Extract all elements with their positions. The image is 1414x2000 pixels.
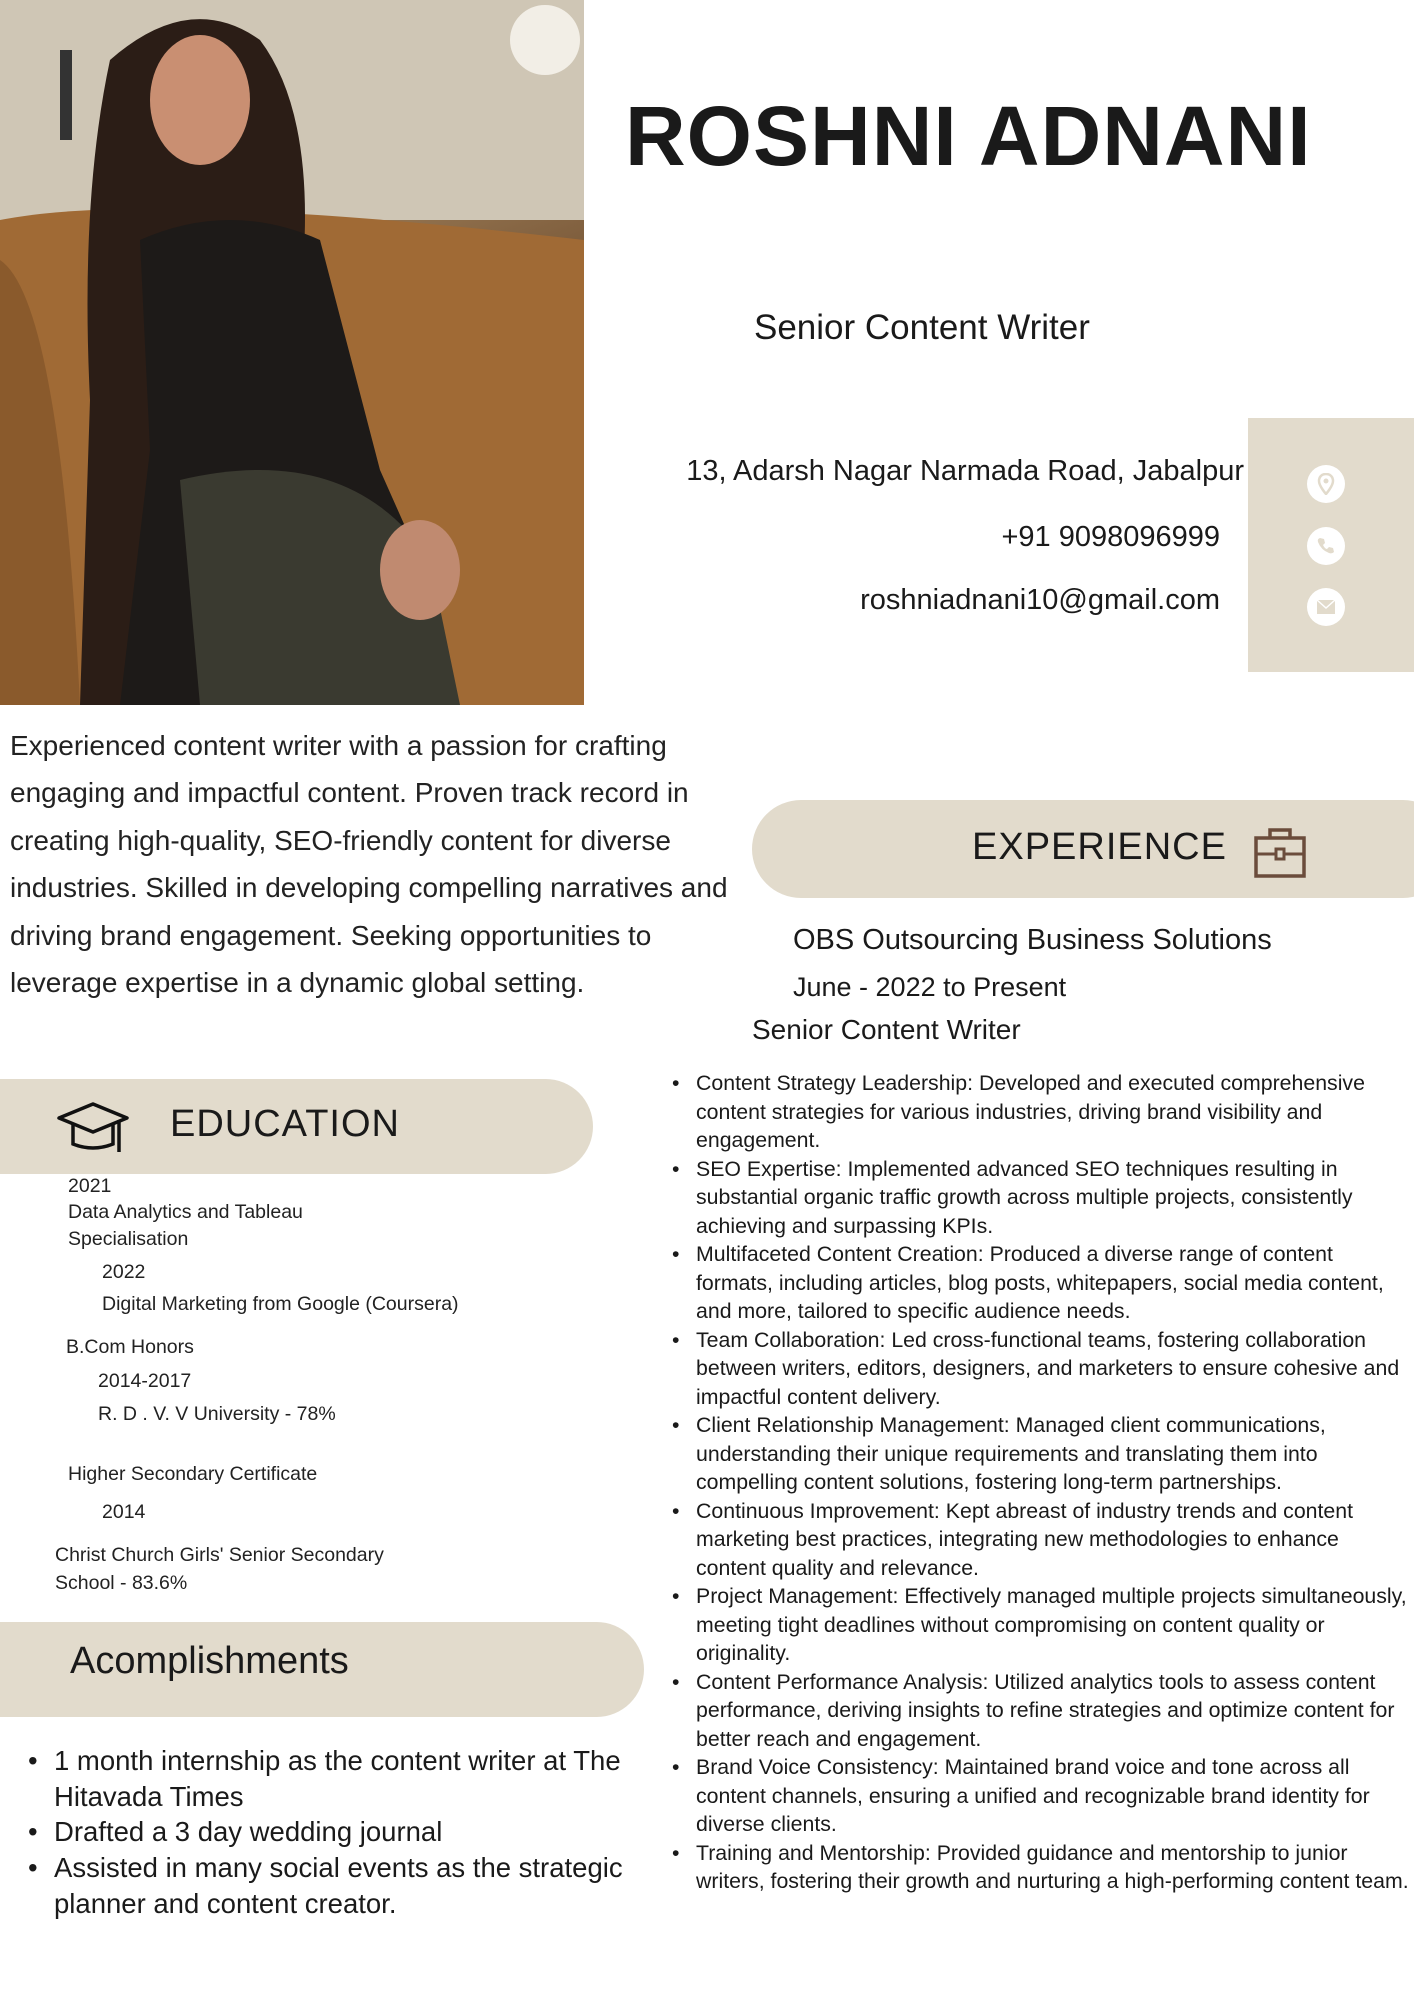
employment-dates: June - 2022 to Present <box>793 972 1067 1002</box>
list-item: • Training and Mentorship: Provided guidance and mentorship to junior writers, fostering their growth and nurturing a high-performing content team. <box>672 1839 1412 1896</box>
list-item: • Client Relationship Management: Managed client communications, understanding their unique requirements and translating them into compelling content solutions, fostering long-term partnerships. <box>672 1411 1412 1497</box>
education-year: 2014-2017 <box>98 1370 192 1392</box>
location-pin-icon <box>1307 465 1345 503</box>
accomplishments-heading: Acomplishments <box>70 1640 349 1682</box>
role-title: Senior Content Writer <box>752 1014 1021 1045</box>
education-course: Specialisation <box>68 1228 189 1250</box>
list-item: • Assisted in many social events as the strategic planner and content creator. <box>28 1850 628 1921</box>
candidate-name: ROSHNI ADNANI <box>625 89 1312 183</box>
education-year: 2014 <box>102 1501 146 1523</box>
briefcase-icon <box>1252 824 1308 885</box>
list-item: • Team Collaboration: Led cross-functional teams, fostering collaboration between writers, editors, designers, and marketers to ensure cohesive and impactful content delivery. <box>672 1326 1412 1412</box>
education-course: Digital Marketing from Google (Coursera) <box>102 1293 459 1315</box>
experience-bullet-list <box>672 1069 1412 1896</box>
education-institution: School - 83.6% <box>55 1572 188 1594</box>
phone-number[interactable]: +91 9098096999 <box>1001 521 1220 553</box>
company-name: OBS Outsourcing Business Solutions <box>793 924 1272 956</box>
education-year: 2022 <box>102 1261 146 1283</box>
profile-photo <box>0 0 584 705</box>
list-item: • Brand Voice Consistency: Maintained brand voice and tone across all content channels, ensuring a unified and recognizable brand identity for diverse clients. <box>672 1753 1412 1839</box>
list-item: • Multifaceted Content Creation: Produced a diverse range of content formats, including articles, blog posts, whitepapers, social media content, and more, tailored to specific audience needs. <box>672 1240 1412 1326</box>
experience-heading: EXPERIENCE <box>972 826 1227 868</box>
email-address[interactable]: roshniadnani10@gmail.com <box>860 584 1220 616</box>
list-item: • Content Strategy Leadership: Developed and executed comprehensive content strategies for various industries, driving brand visibility and engagement. <box>672 1069 1412 1155</box>
profile-summary: Experienced content writer with a passion for crafting engaging and impactful content. Proven track record in creating high-quality, SEO-friendly content for diverse industries. Skilled in developing compelling narratives and driving brand engagement. Seeking opportunities to leverage expertise in a dynamic global setting. <box>10 730 728 999</box>
education-degree: Higher Secondary Certificate <box>68 1463 318 1485</box>
list-item: • Project Management: Effectively managed multiple projects simultaneously, meeting tight deadlines without compromising on content quality or originality. <box>672 1582 1412 1668</box>
list-item: • 1 month internship as the content writer at The Hitavada Times <box>28 1743 628 1814</box>
education-degree: B.Com Honors <box>66 1336 194 1358</box>
phone-icon <box>1307 527 1345 565</box>
education-heading: EDUCATION <box>170 1103 400 1145</box>
accomplishments-list <box>28 1743 628 1922</box>
address: 13, Adarsh Nagar Narmada Road, Jabalpur <box>686 455 1244 487</box>
list-item: • Content Performance Analysis: Utilized analytics tools to assess content performance, deriving insights to refine strategies and optimize content for better reach and engagement. <box>672 1668 1412 1754</box>
education-course: Data Analytics and Tableau <box>68 1201 303 1223</box>
mail-icon <box>1307 588 1345 626</box>
education-institution: Christ Church Girls' Senior Secondary <box>55 1544 384 1566</box>
list-item: • SEO Expertise: Implemented advanced SEO techniques resulting in substantial organic traffic growth across multiple projects, consistently achieving and surpassing KPIs. <box>672 1155 1412 1241</box>
education-year: 2021 <box>68 1175 112 1197</box>
list-item: • Drafted a 3 day wedding journal <box>28 1814 628 1850</box>
education-institution: R. D . V. V University - 78% <box>98 1403 336 1425</box>
graduation-cap-icon <box>55 1100 131 1161</box>
list-item: • Continuous Improvement: Kept abreast of industry trends and content marketing best practices, integrating new methodologies to enhance content quality and relevance. <box>672 1497 1412 1583</box>
job-title: Senior Content Writer <box>754 308 1090 347</box>
